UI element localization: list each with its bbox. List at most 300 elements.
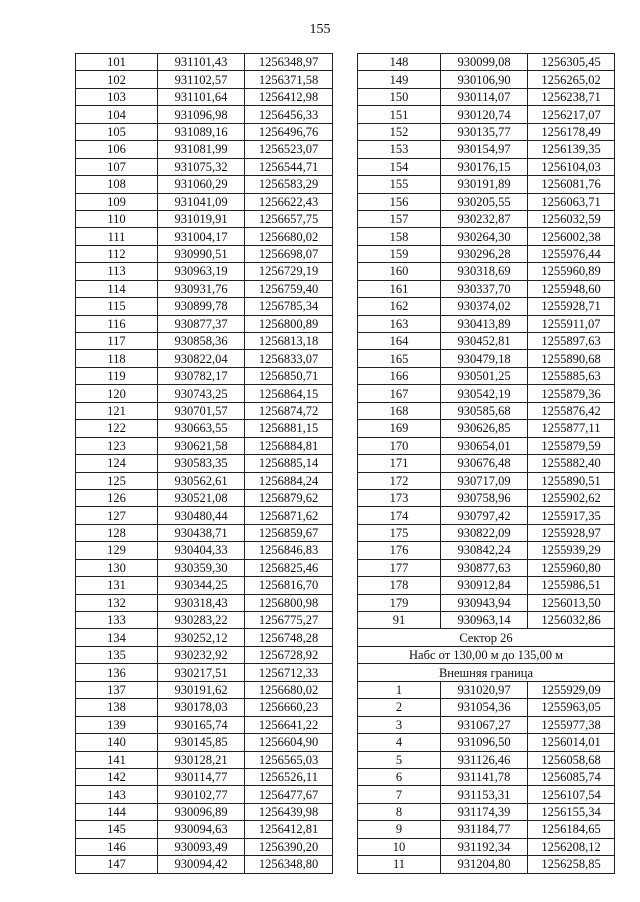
y-coordinate-cell: 1255960,89 (528, 263, 615, 280)
x-coordinate-cell: 930252,12 (158, 629, 245, 646)
y-coordinate-cell: 1256884,81 (245, 437, 333, 454)
x-coordinate-cell: 930822,04 (158, 350, 245, 367)
x-coordinate-cell: 930782,17 (158, 367, 245, 384)
table-row (358, 838, 615, 855)
table-row (76, 838, 333, 855)
point-number-cell: 122 (76, 420, 158, 437)
y-coordinate-cell: 1256477,67 (245, 786, 333, 803)
table-row (358, 472, 615, 489)
point-number-cell: 105 (76, 123, 158, 140)
table-row (76, 646, 333, 663)
coordinates-table-left (75, 53, 333, 874)
point-number-cell: 109 (76, 193, 158, 210)
y-coordinate-cell: 1256371,58 (245, 71, 333, 88)
x-coordinate-cell: 930344,25 (158, 577, 245, 594)
y-coordinate-cell: 1256085,74 (528, 768, 615, 785)
y-coordinate-cell: 1256348,80 (245, 856, 333, 873)
point-number-cell: 112 (76, 245, 158, 262)
point-number-cell: 114 (76, 280, 158, 297)
point-number-cell: 139 (76, 716, 158, 733)
point-number-cell: 104 (76, 106, 158, 123)
x-coordinate-cell: 930438,71 (158, 524, 245, 541)
point-number-cell: 153 (358, 141, 441, 158)
y-coordinate-cell: 1255897,63 (528, 333, 615, 350)
y-coordinate-cell: 1255885,63 (528, 367, 615, 384)
point-number-cell: 3 (358, 716, 441, 733)
table-row (76, 856, 333, 873)
x-coordinate-cell: 930562,61 (158, 472, 245, 489)
table-row (76, 385, 333, 402)
table-row (358, 350, 615, 367)
y-coordinate-cell: 1256217,07 (528, 106, 615, 123)
y-coordinate-cell: 1256748,28 (245, 629, 333, 646)
x-coordinate-cell: 930337,70 (441, 280, 528, 297)
point-number-cell: 124 (76, 455, 158, 472)
table-row (76, 245, 333, 262)
y-coordinate-cell: 1256680,02 (245, 228, 333, 245)
point-number-cell: 133 (76, 612, 158, 629)
point-number-cell: 154 (358, 158, 441, 175)
y-coordinate-cell: 1256013,50 (528, 594, 615, 611)
point-number-cell: 132 (76, 594, 158, 611)
table-row (76, 716, 333, 733)
point-number-cell: 173 (358, 489, 441, 506)
table-row (358, 193, 615, 210)
table-row (358, 106, 615, 123)
x-coordinate-cell: 930912,84 (441, 577, 528, 594)
table-row (76, 54, 333, 71)
table-row (76, 402, 333, 419)
y-coordinate-cell: 1256825,46 (245, 559, 333, 576)
table-row (76, 350, 333, 367)
y-coordinate-cell: 1256657,75 (245, 210, 333, 227)
x-coordinate-cell: 930404,33 (158, 542, 245, 559)
point-number-cell: 137 (76, 681, 158, 698)
x-coordinate-cell: 930501,25 (441, 367, 528, 384)
table-row (76, 228, 333, 245)
point-number-cell: 128 (76, 524, 158, 541)
point-number-cell: 148 (358, 54, 441, 71)
table-row (358, 210, 615, 227)
y-coordinate-cell: 1256680,02 (245, 681, 333, 698)
point-number-cell: 145 (76, 821, 158, 838)
table-row (76, 106, 333, 123)
sector-height-range: Набс от 130,00 м до 135,00 м (358, 646, 615, 663)
y-coordinate-cell: 1256265,02 (528, 71, 615, 88)
point-number-cell: 140 (76, 734, 158, 751)
table-row (76, 664, 333, 681)
x-coordinate-cell: 930963,14 (441, 612, 528, 629)
point-number-cell: 142 (76, 768, 158, 785)
table-row (76, 71, 333, 88)
table-row (358, 594, 615, 611)
x-coordinate-cell: 930359,30 (158, 559, 245, 576)
point-number-cell: 121 (76, 402, 158, 419)
x-coordinate-cell: 930135,77 (441, 123, 528, 140)
x-coordinate-cell: 930626,85 (441, 420, 528, 437)
y-coordinate-cell: 1256864,15 (245, 385, 333, 402)
table-row (358, 420, 615, 437)
table-row (358, 577, 615, 594)
y-coordinate-cell: 1255929,09 (528, 681, 615, 698)
point-number-cell: 151 (358, 106, 441, 123)
y-coordinate-cell: 1256139,35 (528, 141, 615, 158)
point-number-cell: 167 (358, 385, 441, 402)
table-row (358, 71, 615, 88)
table-row (76, 507, 333, 524)
point-number-cell: 11 (358, 856, 441, 873)
y-coordinate-cell: 1255917,35 (528, 507, 615, 524)
x-coordinate-cell: 930318,69 (441, 263, 528, 280)
sector-title-row (358, 629, 615, 646)
point-number-cell: 166 (358, 367, 441, 384)
x-coordinate-cell: 930264,30 (441, 228, 528, 245)
point-number-cell: 168 (358, 402, 441, 419)
point-number-cell: 164 (358, 333, 441, 350)
point-number-cell: 144 (76, 803, 158, 820)
point-number-cell: 110 (76, 210, 158, 227)
point-number-cell: 179 (358, 594, 441, 611)
y-coordinate-cell: 1255960,80 (528, 559, 615, 576)
sector-boundary-row (358, 664, 615, 681)
sector-boundary-label: Внешняя граница (358, 664, 615, 681)
y-coordinate-cell: 1256526,11 (245, 768, 333, 785)
point-number-cell: 152 (358, 123, 441, 140)
x-coordinate-cell: 930128,21 (158, 751, 245, 768)
y-coordinate-cell: 1255963,05 (528, 699, 615, 716)
x-coordinate-cell: 930093,49 (158, 838, 245, 855)
x-coordinate-cell: 931153,31 (441, 786, 528, 803)
point-number-cell: 9 (358, 821, 441, 838)
point-number-cell: 2 (358, 699, 441, 716)
x-coordinate-cell: 930120,74 (441, 106, 528, 123)
point-number-cell: 115 (76, 298, 158, 315)
y-coordinate-cell: 1256104,03 (528, 158, 615, 175)
table-row (358, 559, 615, 576)
point-number-cell: 143 (76, 786, 158, 803)
table-row (76, 263, 333, 280)
y-coordinate-cell: 1255976,44 (528, 245, 615, 262)
table-row (358, 612, 615, 629)
x-coordinate-cell: 931192,34 (441, 838, 528, 855)
x-coordinate-cell: 930099,08 (441, 54, 528, 71)
x-coordinate-cell: 930094,42 (158, 856, 245, 873)
point-number-cell: 106 (76, 141, 158, 158)
table-row (76, 629, 333, 646)
table-row (358, 245, 615, 262)
y-coordinate-cell: 1256641,22 (245, 716, 333, 733)
table-row (76, 524, 333, 541)
x-coordinate-cell: 930318,43 (158, 594, 245, 611)
table-row (358, 542, 615, 559)
point-number-cell: 174 (358, 507, 441, 524)
x-coordinate-cell: 930205,55 (441, 193, 528, 210)
y-coordinate-cell: 1255879,59 (528, 437, 615, 454)
x-coordinate-cell: 930232,92 (158, 646, 245, 663)
y-coordinate-cell: 1256712,33 (245, 664, 333, 681)
y-coordinate-cell: 1256846,83 (245, 542, 333, 559)
x-coordinate-cell: 930621,58 (158, 437, 245, 454)
table-row (358, 734, 615, 751)
table-row (76, 141, 333, 158)
x-coordinate-cell: 930963,19 (158, 263, 245, 280)
point-number-cell: 160 (358, 263, 441, 280)
table-row (76, 210, 333, 227)
x-coordinate-cell: 930480,44 (158, 507, 245, 524)
table-row (358, 298, 615, 315)
table-row (76, 123, 333, 140)
point-number-cell: 7 (358, 786, 441, 803)
y-coordinate-cell: 1256390,20 (245, 838, 333, 855)
point-number-cell: 1 (358, 681, 441, 698)
y-coordinate-cell: 1256305,45 (528, 54, 615, 71)
point-number-cell: 119 (76, 367, 158, 384)
table-row (358, 280, 615, 297)
y-coordinate-cell: 1256879,62 (245, 489, 333, 506)
x-coordinate-cell: 930217,51 (158, 664, 245, 681)
x-coordinate-cell: 931041,09 (158, 193, 245, 210)
table-row (76, 594, 333, 611)
point-number-cell: 91 (358, 612, 441, 629)
x-coordinate-cell: 931184,77 (441, 821, 528, 838)
y-coordinate-cell: 1255902,62 (528, 489, 615, 506)
y-coordinate-cell: 1256208,12 (528, 838, 615, 855)
y-coordinate-cell: 1255879,36 (528, 385, 615, 402)
x-coordinate-cell: 930296,28 (441, 245, 528, 262)
x-coordinate-cell: 930743,25 (158, 385, 245, 402)
y-coordinate-cell: 1255928,97 (528, 524, 615, 541)
y-coordinate-cell: 1256063,71 (528, 193, 615, 210)
table-row (358, 751, 615, 768)
table-row (358, 158, 615, 175)
point-number-cell: 118 (76, 350, 158, 367)
x-coordinate-cell: 930096,89 (158, 803, 245, 820)
table-row (76, 333, 333, 350)
x-coordinate-cell: 931004,17 (158, 228, 245, 245)
x-coordinate-cell: 930717,09 (441, 472, 528, 489)
table-row (76, 577, 333, 594)
table-row (358, 699, 615, 716)
x-coordinate-cell: 931067,27 (441, 716, 528, 733)
y-coordinate-cell: 1256496,76 (245, 123, 333, 140)
y-coordinate-cell: 1255911,07 (528, 315, 615, 332)
point-number-cell: 117 (76, 333, 158, 350)
coordinates-table-right (357, 53, 615, 874)
y-coordinate-cell: 1256412,98 (245, 88, 333, 105)
y-coordinate-cell: 1256604,90 (245, 734, 333, 751)
point-number-cell: 101 (76, 54, 158, 71)
y-coordinate-cell: 1256884,24 (245, 472, 333, 489)
x-coordinate-cell: 930663,55 (158, 420, 245, 437)
point-number-cell: 141 (76, 751, 158, 768)
y-coordinate-cell: 1256885,14 (245, 455, 333, 472)
table-row (76, 437, 333, 454)
point-number-cell: 171 (358, 455, 441, 472)
x-coordinate-cell: 931020,97 (441, 681, 528, 698)
y-coordinate-cell: 1255986,51 (528, 577, 615, 594)
table-row (76, 786, 333, 803)
x-coordinate-cell: 931019,91 (158, 210, 245, 227)
y-coordinate-cell: 1256729,19 (245, 263, 333, 280)
y-coordinate-cell: 1256881,15 (245, 420, 333, 437)
table-row (358, 437, 615, 454)
y-coordinate-cell: 1256178,49 (528, 123, 615, 140)
table-row (76, 489, 333, 506)
point-number-cell: 159 (358, 245, 441, 262)
x-coordinate-cell: 930479,18 (441, 350, 528, 367)
x-coordinate-cell: 931204,80 (441, 856, 528, 873)
y-coordinate-cell: 1256523,07 (245, 141, 333, 158)
table-row (358, 803, 615, 820)
y-coordinate-cell: 1256833,07 (245, 350, 333, 367)
point-number-cell: 155 (358, 176, 441, 193)
y-coordinate-cell: 1256014,01 (528, 734, 615, 751)
table-row (76, 768, 333, 785)
x-coordinate-cell: 930232,87 (441, 210, 528, 227)
y-coordinate-cell: 1256081,76 (528, 176, 615, 193)
table-row (76, 315, 333, 332)
table-row (76, 612, 333, 629)
point-number-cell: 169 (358, 420, 441, 437)
y-coordinate-cell: 1256058,68 (528, 751, 615, 768)
point-number-cell: 178 (358, 577, 441, 594)
x-coordinate-cell: 931075,32 (158, 158, 245, 175)
table-row (358, 176, 615, 193)
table-row (76, 803, 333, 820)
x-coordinate-cell: 930701,57 (158, 402, 245, 419)
point-number-cell: 175 (358, 524, 441, 541)
y-coordinate-cell: 1256871,62 (245, 507, 333, 524)
y-coordinate-cell: 1256258,85 (528, 856, 615, 873)
x-coordinate-cell: 930094,63 (158, 821, 245, 838)
page-number: 155 (309, 22, 331, 37)
table-row (76, 455, 333, 472)
y-coordinate-cell: 1255877,11 (528, 420, 615, 437)
x-coordinate-cell: 930931,76 (158, 280, 245, 297)
y-coordinate-cell: 1256565,03 (245, 751, 333, 768)
point-number-cell: 123 (76, 437, 158, 454)
sector-range-row (358, 646, 615, 663)
x-coordinate-cell: 930178,03 (158, 699, 245, 716)
table-row (76, 88, 333, 105)
y-coordinate-cell: 1256874,72 (245, 402, 333, 419)
x-coordinate-cell: 930585,68 (441, 402, 528, 419)
x-coordinate-cell: 931101,64 (158, 88, 245, 105)
point-number-cell: 161 (358, 280, 441, 297)
table-row (76, 699, 333, 716)
x-coordinate-cell: 931174,39 (441, 803, 528, 820)
table-row (358, 402, 615, 419)
table-row (358, 54, 615, 71)
y-coordinate-cell: 1255890,68 (528, 350, 615, 367)
point-number-cell: 165 (358, 350, 441, 367)
point-number-cell: 127 (76, 507, 158, 524)
table-row (76, 280, 333, 297)
table-row (76, 559, 333, 576)
point-number-cell: 125 (76, 472, 158, 489)
table-row (358, 88, 615, 105)
x-coordinate-cell: 930154,97 (441, 141, 528, 158)
y-coordinate-cell: 1256107,54 (528, 786, 615, 803)
point-number-cell: 162 (358, 298, 441, 315)
table-row (358, 716, 615, 733)
point-number-cell: 6 (358, 768, 441, 785)
y-coordinate-cell: 1256032,59 (528, 210, 615, 227)
point-number-cell: 103 (76, 88, 158, 105)
x-coordinate-cell: 930676,48 (441, 455, 528, 472)
y-coordinate-cell: 1256859,67 (245, 524, 333, 541)
table-row (358, 141, 615, 158)
x-coordinate-cell: 930877,63 (441, 559, 528, 576)
x-coordinate-cell: 930654,01 (441, 437, 528, 454)
x-coordinate-cell: 930943,94 (441, 594, 528, 611)
y-coordinate-cell: 1256785,34 (245, 298, 333, 315)
x-coordinate-cell: 930822,09 (441, 524, 528, 541)
point-number-cell: 107 (76, 158, 158, 175)
point-number-cell: 147 (76, 856, 158, 873)
table-row (358, 455, 615, 472)
y-coordinate-cell: 1256775,27 (245, 612, 333, 629)
point-number-cell: 176 (358, 542, 441, 559)
x-coordinate-cell: 930114,77 (158, 768, 245, 785)
x-coordinate-cell: 930758,96 (441, 489, 528, 506)
table-row (76, 193, 333, 210)
y-coordinate-cell: 1256439,98 (245, 803, 333, 820)
point-number-cell: 172 (358, 472, 441, 489)
x-coordinate-cell: 930413,89 (441, 315, 528, 332)
table-row (76, 681, 333, 698)
point-number-cell: 158 (358, 228, 441, 245)
y-coordinate-cell: 1256583,29 (245, 176, 333, 193)
point-number-cell: 8 (358, 803, 441, 820)
table-row (358, 315, 615, 332)
table-row (358, 385, 615, 402)
table-row (358, 123, 615, 140)
point-number-cell: 120 (76, 385, 158, 402)
table-row (76, 298, 333, 315)
point-number-cell: 138 (76, 699, 158, 716)
y-coordinate-cell: 1256544,71 (245, 158, 333, 175)
point-number-cell: 146 (76, 838, 158, 855)
point-number-cell: 150 (358, 88, 441, 105)
y-coordinate-cell: 1255948,60 (528, 280, 615, 297)
point-number-cell: 4 (358, 734, 441, 751)
x-coordinate-cell: 931060,29 (158, 176, 245, 193)
point-number-cell: 131 (76, 577, 158, 594)
y-coordinate-cell: 1256456,33 (245, 106, 333, 123)
point-number-cell: 108 (76, 176, 158, 193)
y-coordinate-cell: 1256813,18 (245, 333, 333, 350)
x-coordinate-cell: 930842,24 (441, 542, 528, 559)
x-coordinate-cell: 930452,81 (441, 333, 528, 350)
y-coordinate-cell: 1256238,71 (528, 88, 615, 105)
point-number-cell: 10 (358, 838, 441, 855)
point-number-cell: 156 (358, 193, 441, 210)
x-coordinate-cell: 930542,19 (441, 385, 528, 402)
table-row (76, 751, 333, 768)
table-row (358, 821, 615, 838)
x-coordinate-cell: 930191,62 (158, 681, 245, 698)
x-coordinate-cell: 931081,99 (158, 141, 245, 158)
x-coordinate-cell: 930797,42 (441, 507, 528, 524)
x-coordinate-cell: 931101,43 (158, 54, 245, 71)
point-number-cell: 157 (358, 210, 441, 227)
y-coordinate-cell: 1256728,92 (245, 646, 333, 663)
table-row (358, 367, 615, 384)
table-row (76, 367, 333, 384)
point-number-cell: 170 (358, 437, 441, 454)
point-number-cell: 113 (76, 263, 158, 280)
